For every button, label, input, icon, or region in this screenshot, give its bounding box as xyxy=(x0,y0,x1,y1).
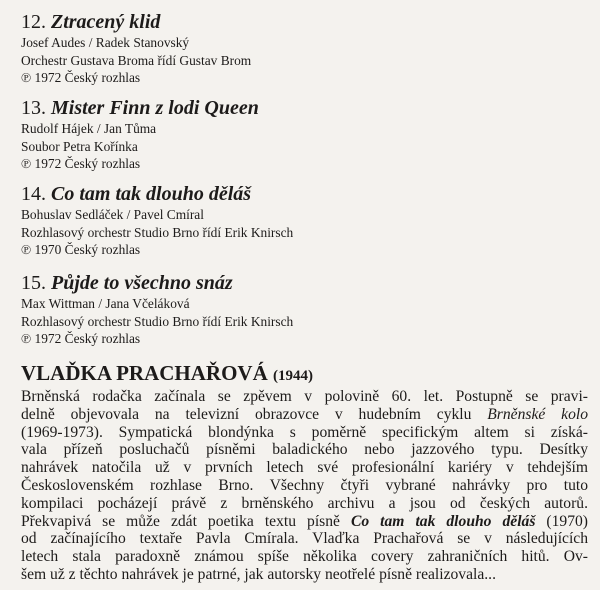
bio-text-segment: nahrávek natočila už v prvních letech své profesionální kariéry v tehdejším xyxy=(21,459,588,477)
bio-line xyxy=(21,530,588,548)
bio-text-segment: vala přízeň posluchačů písněmi baladického nebo jazzového typu. Desítky xyxy=(21,441,588,459)
track-title: 15. Půjde to všechno snáz xyxy=(21,272,233,294)
emphasized-title: Co tam tak dlouho děláš xyxy=(350,512,536,530)
bio-text-segment: kompilaci pocházejí právě z brněnského archivu a jsou od českých autorů. xyxy=(21,494,588,512)
bio-line xyxy=(21,459,588,477)
artist-bio xyxy=(21,361,588,584)
track-title: 14. Co tam tak dlouho děláš xyxy=(21,183,252,205)
emphasized-title: Brněnské kolo xyxy=(487,405,588,423)
track-authors: Bohuslav Sedláček / Pavel Cmíral xyxy=(21,207,204,222)
bio-line xyxy=(21,548,588,566)
bio-text-segment: šem už z těchto nahrávek je patrné, jak autorsky neotřelé písně realizovala... xyxy=(21,565,496,583)
bio-line xyxy=(21,477,588,495)
track-15 xyxy=(21,272,293,348)
track-title: 13. Mister Finn z lodi Queen xyxy=(21,97,259,119)
track-title: 12. Ztracený klid xyxy=(21,11,161,33)
track-copyright: ℗ 1972 Český rozhlas xyxy=(21,70,141,86)
track-authors: Rudolf Hájek / Jan Tůma xyxy=(21,121,157,136)
bio-text-segment: Překvapivá se může zdát poetika textu písně xyxy=(21,512,351,530)
bio-text-segment: od začínajícího textaře Pavla Cmírala. Vlaďka Prachařová se v následujících xyxy=(21,530,588,548)
bio-text xyxy=(21,388,588,584)
bio-line xyxy=(21,406,588,424)
bio-text-segment: (1969-1973). Sympatická blondýnka s poměrně specifickým altem si získá- xyxy=(21,423,588,441)
artist-heading: VLAĎKA PRACHAŘOVÁ (1944) xyxy=(21,361,313,385)
bio-line xyxy=(21,441,588,459)
bio-line xyxy=(21,424,588,442)
track-copyright: ℗ 1972 Český rozhlas xyxy=(21,156,141,172)
bio-line xyxy=(21,513,588,531)
bio-text-segment: Československém rozhlase Brno. Všechny čtyři vybrané nahrávky pro tuto xyxy=(21,476,588,494)
bio-text-segment: (1970) xyxy=(535,512,588,530)
track-13 xyxy=(21,97,259,173)
track-copyright: ℗ 1972 Český rozhlas xyxy=(21,331,141,347)
bio-line xyxy=(21,388,588,406)
track-authors: Max Wittman / Jana Včeláková xyxy=(21,296,190,311)
track-performer: Rozhlasový orchestr Studio Brno řídí Erik Knirsch xyxy=(21,224,294,240)
track-performer: Rozhlasový orchestr Studio Brno řídí Erik Knirsch xyxy=(21,313,294,329)
track-authors: Josef Audes / Radek Stanovský xyxy=(21,35,190,50)
bio-line xyxy=(21,566,588,584)
track-performer: Soubor Petra Kořínka xyxy=(21,138,138,154)
track-copyright: ℗ 1970 Český rozhlas xyxy=(21,242,141,258)
bio-text-segment: Brněnská rodačka začínala se zpěvem v polovině 60. let. Postupně se pravi- xyxy=(21,388,588,405)
track-14 xyxy=(21,183,293,259)
bio-text-segment: letech stala paradoxně známou spíše několika covery zahraničních hitů. Ov- xyxy=(21,548,588,566)
track-performer: Orchestr Gustava Broma řídí Gustav Brom xyxy=(21,52,252,68)
track-12 xyxy=(21,11,251,87)
bio-line xyxy=(21,495,588,513)
bio-text-segment: delně objevovala na televizní obrazovce v hudebním cyklu xyxy=(21,405,488,423)
